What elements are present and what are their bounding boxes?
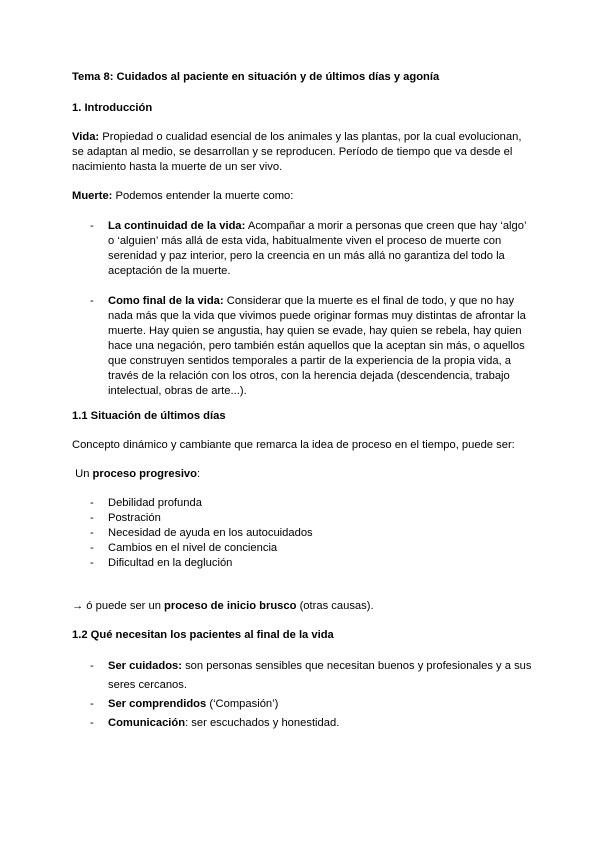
document-title: Tema 8: Cuidados al paciente en situación y de últimos días y agonía — [72, 71, 440, 83]
list-item: - La continuidad de la vida: Acompañar a morir a personas que creen que hay ‘algo’ o ‘alguien’ más allá de esta vida, habitualmente viven el proceso de muerte con serenidad y paz interior, pero la creencia en un más allá no garantiza del todo la aceptación de la muerte. — [72, 219, 532, 279]
list-item: - Debilidad profunda — [72, 496, 532, 511]
list-item: - Cambios en el nivel de conciencia — [72, 541, 532, 556]
section-heading-necesidades: 1.2 Qué necesitan los pacientes al final de la vida — [72, 629, 334, 641]
list-item: - Como final de la vida: Considerar que la muerte es el final de todo, y que no hay nada más que la vida que vivimos puede originar formas muy distintas de afrontar la muerte. Hay quien se angustia, hay quien se evade, hay quien se rebela, hay quien hace una negación, pero también están aquellos que la aceptan sin más, o aquellos que construyen sentidos temporales a partir de la experiencia de la propia vida, a través de la relación con los otros, con la herencia dejada (descendencia, trabajo intelectual, obras de arte...). — [72, 294, 532, 399]
term-muerte: Muerte: — [72, 190, 113, 202]
list-item: - Ser comprendidos (‘Compasión’) — [72, 695, 532, 714]
section-heading-ultimos-dias: 1.1 Situación de últimos días — [72, 410, 226, 422]
list-item: - Dificultad en la deglución — [72, 556, 532, 571]
progresivo-list — [72, 496, 532, 571]
list-item: - Ser cuidados: son personas sensibles que necesitan buenos y profesionales y a sus seres cercanos. — [72, 657, 532, 695]
list-item: - Necesidad de ayuda en los autocuidados — [72, 526, 532, 541]
list-item: - Postración — [72, 511, 532, 526]
section-heading-introduccion: 1. Introducción — [72, 102, 153, 114]
term-vida: Vida: — [72, 131, 100, 143]
paragraph-concepto: Concepto dinámico y cambiante que remarca la idea de proceso en el tiempo, puede ser: — [72, 439, 515, 451]
paragraph-muerte: Muerte: Podemos entender la muerte como: — [72, 190, 294, 202]
paragraph-vida: Vida: Propiedad o cualidad esencial de los animales y las plantas, por la cual evolucionan, se adaptan al medio, se desarrollan y se reproducen. Período de tiempo que va desde el nacimiento hasta la muerte de un ser vivo. — [72, 131, 522, 173]
paragraph-proceso-progresivo: Un proceso progresivo: — [72, 468, 201, 480]
necesidades-list — [72, 657, 532, 733]
list-item: - Comunicación: ser escuchados y honestidad. — [72, 714, 532, 733]
paragraph-proceso-brusco: → ó puede ser un proceso de inicio brusco (otras causas). — [72, 600, 374, 612]
muerte-list — [72, 219, 532, 399]
